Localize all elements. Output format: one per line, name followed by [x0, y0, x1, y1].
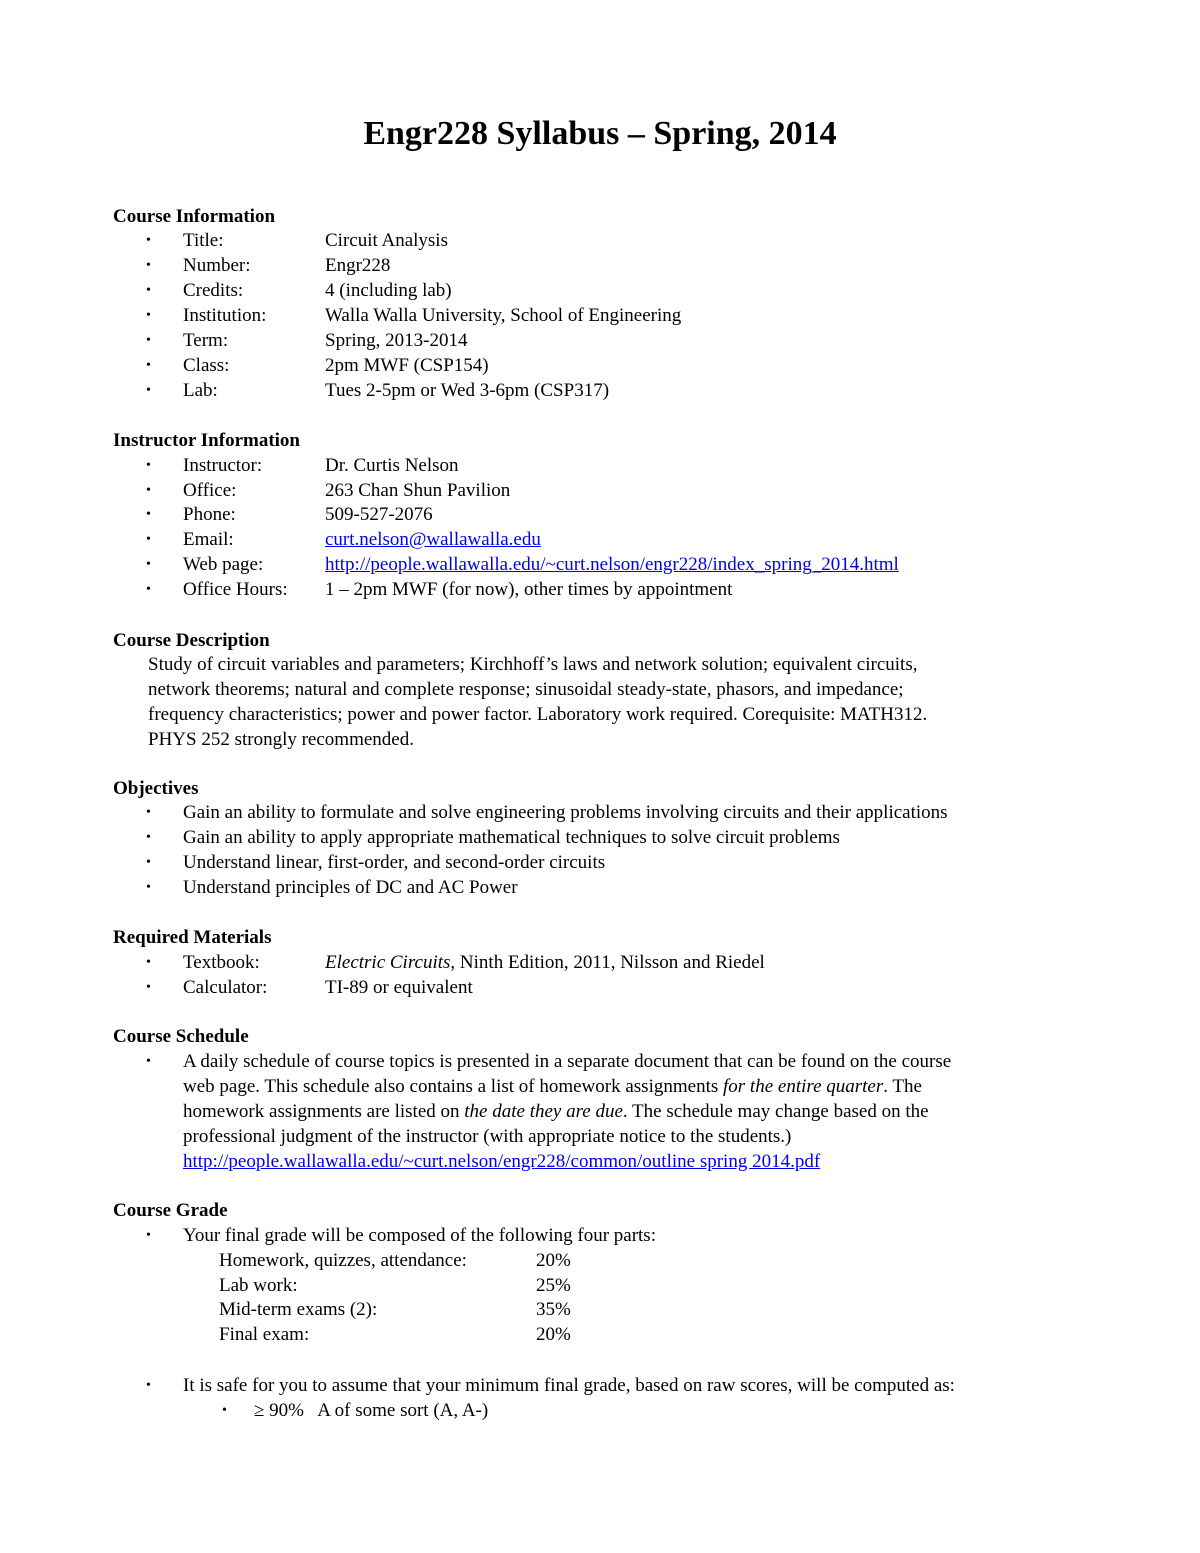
- schedule-heading: Course Schedule: [113, 1026, 249, 1047]
- textbook-details: , Ninth Edition, 2011, Nilsson and Riedel: [450, 952, 765, 973]
- info-label: Phone:: [183, 504, 236, 525]
- info-label: Term:: [183, 330, 229, 351]
- description-text: network theorems; natural and complete response; sinusoidal steady-state, phasors, and impedance;: [148, 679, 904, 700]
- description-heading: Course Description: [113, 630, 270, 651]
- schedule-text: professional judgment of the instructor (with appropriate notice to the students.): [183, 1126, 792, 1147]
- course-info-heading: Course Information: [113, 206, 276, 227]
- info-label: Email:: [183, 529, 234, 550]
- info-label: Title:: [183, 230, 224, 251]
- bullet-icon: •: [146, 1228, 151, 1243]
- info-value: Spring, 2013-2014: [325, 330, 468, 351]
- schedule-text: A daily schedule of course topics is presented in a separate document that can be found on the course: [183, 1051, 952, 1072]
- bullet-icon: •: [146, 955, 151, 970]
- grade-part-label: Final exam:: [219, 1324, 310, 1345]
- grade-part-value: 20%: [536, 1324, 571, 1345]
- description-text: frequency characteristics; power and power factor. Laboratory work required. Corequisite: MATH312.: [148, 704, 928, 725]
- schedule-outline-link[interactable]: http://people.wallawalla.edu/~curt.nelson/engr228/common/outline spring 2014.pdf: [183, 1151, 821, 1172]
- bullet-icon: •: [146, 805, 151, 820]
- schedule-emphasis: the date they are due: [464, 1101, 623, 1122]
- grade-assume-text: It is safe for you to assume that your minimum final grade, based on raw scores, will be computed as:: [183, 1375, 955, 1396]
- info-value: 4 (including lab): [325, 280, 452, 301]
- bullet-icon: •: [146, 233, 151, 248]
- bullet-icon: •: [146, 358, 151, 373]
- web-page-link[interactable]: http://people.wallawalla.edu/~curt.nelson/engr228/index_spring_2014.html: [325, 554, 899, 575]
- bullet-icon: •: [146, 980, 151, 995]
- description-text: Study of circuit variables and parameters; Kirchhoff’s laws and network solution; equivalent circuits,: [148, 654, 918, 675]
- grade-scale-text: ≥ 90% A of some sort (A, A-): [254, 1400, 489, 1421]
- objective-text: Gain an ability to formulate and solve engineering problems involving circuits and their applications: [183, 802, 948, 823]
- info-value: Circuit Analysis: [325, 230, 448, 251]
- info-value: 1 – 2pm MWF (for now), other times by appointment: [325, 579, 733, 600]
- bullet-icon: •: [146, 830, 151, 845]
- info-value: Engr228: [325, 255, 391, 276]
- info-label: Textbook:: [183, 952, 260, 973]
- info-value: Walla Walla University, School of Engineering: [325, 305, 682, 326]
- schedule-emphasis: for the entire quarter: [723, 1076, 884, 1097]
- objective-text: Understand linear, first-order, and second-order circuits: [183, 852, 606, 873]
- grade-heading: Course Grade: [113, 1200, 228, 1221]
- info-label: Number:: [183, 255, 251, 276]
- grade-intro-text: Your final grade will be composed of the following four parts:: [183, 1225, 656, 1246]
- info-value: 263 Chan Shun Pavilion: [325, 480, 511, 501]
- bullet-icon: •: [146, 1054, 151, 1069]
- bullet-icon: •: [146, 557, 151, 572]
- grade-part-value: 20%: [536, 1250, 571, 1271]
- info-value: 509-527-2076: [325, 504, 433, 525]
- bullet-icon: •: [146, 507, 151, 522]
- bullet-icon: •: [222, 1403, 227, 1418]
- schedule-text-part: web page. This schedule also contains a list of homework assignments: [183, 1076, 723, 1097]
- objective-text: Understand principles of DC and AC Power: [183, 877, 518, 898]
- bullet-icon: •: [146, 880, 151, 895]
- page-title: Engr228 Syllabus – Spring, 2014: [363, 115, 837, 152]
- grade-part-label: Homework, quizzes, attendance:: [219, 1250, 467, 1271]
- email-link[interactable]: curt.nelson@wallawalla.edu: [325, 529, 541, 550]
- bullet-icon: •: [146, 1378, 151, 1393]
- info-label: Instructor:: [183, 455, 263, 476]
- grade-part-label: Lab work:: [219, 1275, 298, 1296]
- bullet-icon: •: [146, 855, 151, 870]
- info-label: Credits:: [183, 280, 244, 301]
- info-label: Office Hours:: [183, 579, 288, 600]
- info-value: 2pm MWF (CSP154): [325, 355, 489, 376]
- bullet-icon: •: [146, 582, 151, 597]
- grade-part-value: 25%: [536, 1275, 571, 1296]
- grade-part-label: Mid-term exams (2):: [219, 1299, 378, 1320]
- schedule-text-part: . The: [883, 1076, 922, 1097]
- bullet-icon: •: [146, 383, 151, 398]
- info-label: Lab:: [183, 380, 218, 401]
- objective-text: Gain an ability to apply appropriate mathematical techniques to solve circuit problems: [183, 827, 840, 848]
- info-label: Class:: [183, 355, 230, 376]
- textbook-title: Electric Circuits: [325, 952, 451, 973]
- bullet-icon: •: [146, 333, 151, 348]
- description-text: PHYS 252 strongly recommended.: [148, 729, 414, 750]
- schedule-text: [183, 1099, 929, 1124]
- schedule-text-part: homework assignments are listed on: [183, 1101, 465, 1122]
- materials-heading: Required Materials: [113, 927, 272, 948]
- objectives-heading: Objectives: [113, 778, 199, 799]
- info-label: Calculator:: [183, 977, 268, 998]
- grade-part-value: 35%: [536, 1299, 571, 1320]
- info-label: Office:: [183, 480, 237, 501]
- schedule-text: [183, 1074, 922, 1099]
- info-label: Institution:: [183, 305, 267, 326]
- info-label: Web page:: [183, 554, 264, 575]
- bullet-icon: •: [146, 258, 151, 273]
- bullet-icon: •: [146, 483, 151, 498]
- info-value: TI-89 or equivalent: [325, 977, 473, 998]
- bullet-icon: •: [146, 308, 151, 323]
- instructor-info-heading: Instructor Information: [113, 430, 301, 451]
- bullet-icon: •: [146, 532, 151, 547]
- info-value: Dr. Curtis Nelson: [325, 455, 459, 476]
- bullet-icon: •: [146, 458, 151, 473]
- schedule-text-part: . The schedule may change based on the: [622, 1101, 929, 1122]
- textbook-value: [325, 950, 765, 975]
- info-value: Tues 2-5pm or Wed 3-6pm (CSP317): [325, 380, 610, 401]
- bullet-icon: •: [146, 283, 151, 298]
